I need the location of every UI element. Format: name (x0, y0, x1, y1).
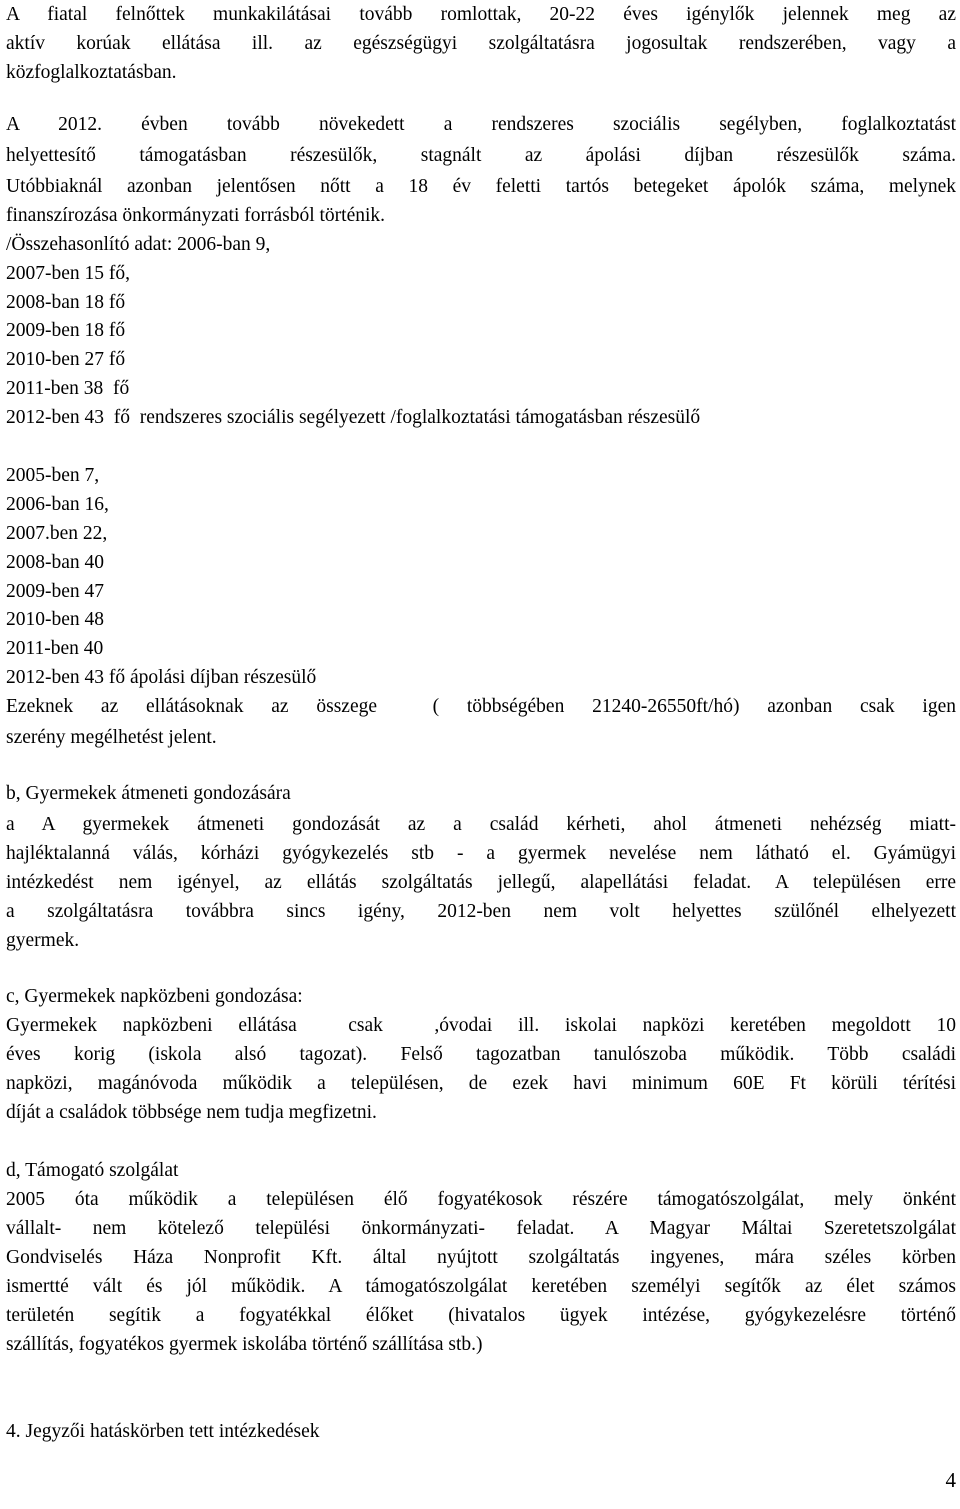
text-line: intézkedést nem igényel, az ellátás szolgáltatás jellegű, alapellátási feladat. A településen erre (6, 872, 956, 893)
text-line: Ezeknek az ellátásoknak az összege ( többségében 21240-26550ft/hó) azonban csak igen (6, 696, 956, 717)
list-item: 2005-ben 7, (6, 465, 100, 486)
text-line: Gondviselés Háza Nonprofit Kft. által nyújtott szolgáltatás ingyenes, mára széles körben (6, 1247, 956, 1268)
list-item: 2007-ben 15 fő, (6, 263, 131, 284)
page-number: 4 (945, 1468, 956, 1492)
text-line: a A gyermekek átmeneti gondozását az a család kérheti, ahol átmeneti nehézség miatt- (6, 814, 956, 835)
list-item: 2008-ban 18 fő (6, 292, 126, 313)
text-line: szállítás, fogyatékos gyermek iskolába történő szállítása stb.) (6, 1334, 483, 1355)
text-line: közfoglalkoztatásban. (6, 62, 177, 83)
section-heading: d, Támogató szolgálat (6, 1160, 179, 1181)
list-item: 2011-ben 38 fő (6, 378, 130, 399)
list-item: 2009-ben 18 fő (6, 320, 126, 341)
text-line: Utóbbiaknál azonban jelentősen nőtt a 18 év feletti tartós betegeket ápolók száma, melynek (6, 176, 956, 197)
list-item: 2010-ben 48 (6, 609, 105, 630)
list-item: 2011-ben 40 (6, 638, 104, 659)
text-line: a szolgáltatásra továbbra sincs igény, 2012-ben nem volt helyettes szülőnél elhelyezett (6, 901, 956, 922)
text-line: ismertté vált és jól működik. A támogatószolgálat keretében személyi segítők az élet számos (6, 1276, 956, 1297)
list-item: 2006-ban 16, (6, 494, 109, 515)
list-item: 2007.ben 22, (6, 523, 108, 544)
text-line: A fiatal felnőttek munkakilátásai tovább romlottak, 20-22 éves igénylők jelennek meg az (6, 4, 956, 25)
text-line: gyermek. (6, 930, 80, 951)
text-line: szerény megélhetést jelent. (6, 727, 217, 748)
text-line: díját a családok többsége nem tudja megfizetni. (6, 1102, 377, 1123)
list-item: 2010-ben 27 fő (6, 349, 126, 370)
text-line: területén segítik a fogyatékkal élőket (hivatalos ügyek intézése, gyógykezelésre történő (6, 1305, 956, 1326)
text-line: hajléktalanná válás, kórházi gyógykezelés stb - a gyermek nevelése nem látható el. Gyámügyi (6, 843, 956, 864)
text-line: 2005 óta működik a településen élő fogyatékosok részére támogatószolgálat, mely önként (6, 1189, 956, 1210)
list-item: 2008-ban 40 (6, 552, 105, 573)
text-line: A 2012. évben tovább növekedett a rendszeres szociális segélyben, foglalkoztatást (6, 114, 956, 135)
text-line: aktív korúak ellátása ill. az egészségügyi szolgáltatásra jogosultak rendszerében, vagy a (6, 33, 956, 54)
list-item: 2009-ben 47 (6, 581, 105, 602)
section-heading: c, Gyermekek napközbeni gondozása: (6, 986, 303, 1007)
text-line: Gyermekek napközbeni ellátása csak ,óvodai ill. iskolai napközi keretében megoldott 10 (6, 1015, 956, 1036)
list-item: 2012-ben 43 fő rendszeres szociális segélyezett /foglalkoztatási támogatásban részesülő (6, 407, 701, 428)
list-item: 2012-ben 43 fő ápolási díjban részesülő (6, 667, 317, 688)
text-line: napközi, magánóvoda működik a településen, de ezek havi minimum 60E Ft körüli térítési (6, 1073, 956, 1094)
list-item: /Összehasonlító adat: 2006-ban 9, (6, 234, 271, 255)
text-line: helyettesítő támogatásban részesülők, stagnált az ápolási díjban részesülők száma. (6, 145, 956, 166)
text-line: vállalt- nem kötelező települési önkormányzati- feladat. A Magyar Máltai Szeretetszolgálat (6, 1218, 956, 1239)
section-heading: b, Gyermekek átmeneti gondozására (6, 783, 291, 804)
text-line: éves korig (iskola alsó tagozat). Felső tagozatban tanulószoba működik. Több családi (6, 1044, 956, 1065)
section-heading: 4. Jegyzői hatáskörben tett intézkedések (6, 1421, 320, 1442)
text-line: finanszírozása önkormányzati forrásból történik. (6, 205, 386, 226)
